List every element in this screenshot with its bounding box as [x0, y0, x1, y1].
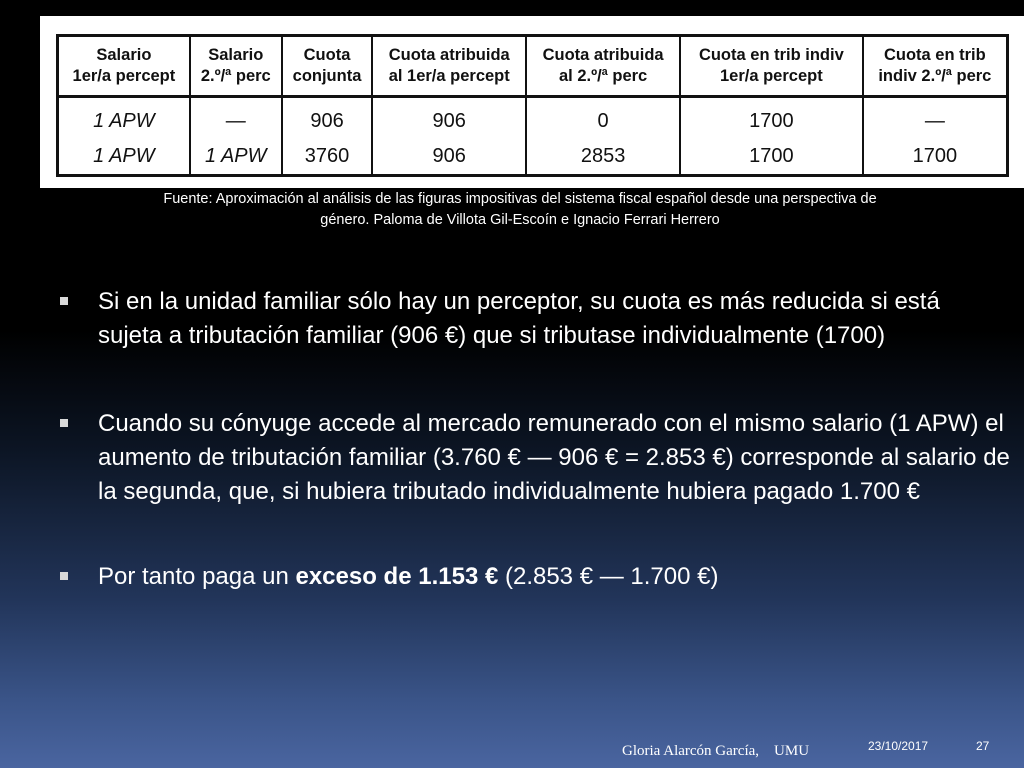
footer-date: 23/10/2017	[868, 739, 929, 753]
header-cell	[58, 36, 190, 97]
bullet-text-suffix: (2.853 € — 1.700 €)	[498, 563, 719, 590]
header-cell	[372, 36, 526, 97]
table-cell: 1 APW	[93, 145, 155, 167]
header-cell	[282, 36, 373, 97]
table-cell: 0	[526, 97, 680, 140]
header-line: al 2.º/ª perc	[558, 67, 648, 85]
header-line: Cuota en trib	[883, 46, 986, 64]
bullet-item	[60, 285, 1010, 353]
table-cell: 1700	[680, 139, 863, 176]
table-cell: 906	[372, 139, 526, 176]
bullet-item	[60, 407, 1010, 509]
table-image	[40, 16, 1024, 188]
source-line: género. Paloma de Villota Gil-Escoín e Ignacio Ferrari Herrero	[320, 212, 720, 228]
table-cell: —	[190, 97, 282, 140]
header-line: 1er/a percept	[719, 67, 823, 85]
header-line: 2.º/ª perc	[200, 67, 271, 85]
footer-author: Gloria Alarcón García, UMU	[622, 743, 810, 759]
header-line: conjunta	[292, 67, 362, 85]
header-line: Salario	[96, 46, 152, 64]
header-line: Cuota en trib indiv	[698, 46, 844, 64]
header-line: Salario	[208, 46, 264, 64]
header-line: Cuota atribuida	[388, 46, 510, 64]
table-cell: 906	[282, 97, 373, 140]
table-row	[58, 139, 1008, 176]
square-bullet-icon	[60, 572, 68, 580]
table-cell: —	[863, 97, 1008, 140]
header-line: al 1er/a percept	[388, 67, 510, 85]
square-bullet-icon	[60, 419, 68, 427]
table-cell: 906	[372, 97, 526, 140]
square-bullet-icon	[60, 297, 68, 305]
source-caption	[60, 189, 980, 231]
table-cell: 1 APW	[190, 139, 282, 176]
header-line: Cuota	[303, 46, 351, 64]
tax-table	[56, 34, 1009, 177]
bullet-text-bold: exceso de 1.153 €	[295, 563, 499, 590]
header-cell	[526, 36, 680, 97]
table-cell: 2853	[526, 139, 680, 176]
header-cell	[863, 36, 1008, 97]
bullet-list	[60, 285, 1010, 594]
bullet-text-prefix: Por tanto paga un	[98, 563, 296, 590]
header-line: indiv 2.º/ª perc	[878, 67, 992, 85]
page-number: 27	[976, 739, 990, 753]
header-line: 1er/a percept	[72, 67, 176, 85]
table-row	[58, 97, 1008, 140]
header-line: Cuota atribuida	[542, 46, 664, 64]
bullet-text: Cuando su cónyuge accede al mercado remunerado con el mismo salario (1 APW) el aumento de tributación familiar (3.760 € — 906 € = 2.853 €) corresponde al salario de la segunda, que, si hubiera tributado individualmente hubiera pagado 1.700 €	[98, 410, 1010, 505]
table-cell: 1700	[863, 139, 1008, 176]
header-cell	[190, 36, 282, 97]
header-cell	[680, 36, 863, 97]
bullet-text: Si en la unidad familiar sólo hay un perceptor, su cuota es más reducida si está sujeta a tributación familiar (906 €) que si tributase individualmente (1700)	[98, 288, 940, 349]
table-header-row	[58, 36, 1008, 97]
table-cell: 1 APW	[93, 110, 155, 132]
bullet-item	[60, 560, 1010, 594]
source-line: Fuente: Aproximación al análisis de las figuras impositivas del sistema fiscal español desde una perspectiva de	[163, 191, 877, 207]
table-cell: 1700	[680, 97, 863, 140]
table-cell: 3760	[282, 139, 373, 176]
